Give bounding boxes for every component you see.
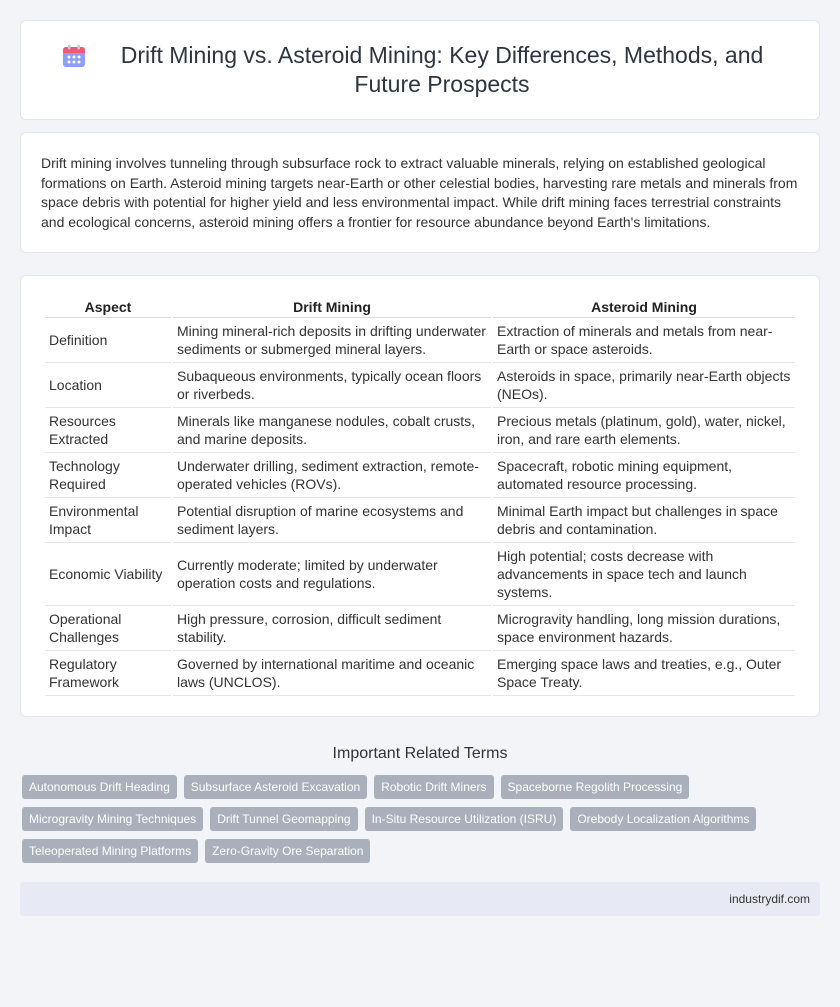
cell-asteroid-mining: Microgravity handling, long mission durations, space environment hazards. <box>493 606 795 651</box>
table-row <box>45 363 795 408</box>
related-terms-section <box>0 745 840 863</box>
comparison-table <box>43 296 797 696</box>
cell-drift-mining: Subaqueous environments, typically ocean floors or riverbeds. <box>173 363 491 408</box>
cell-aspect: Environmental Impact <box>45 498 171 543</box>
cell-asteroid-mining: Extraction of minerals and metals from near-Earth or space asteroids. <box>493 318 795 363</box>
cell-drift-mining: Currently moderate; limited by underwater operation costs and regulations. <box>173 543 491 606</box>
comparison-card <box>20 275 820 717</box>
table-row <box>45 408 795 453</box>
table-body <box>45 318 795 696</box>
table-header-row <box>45 296 795 318</box>
related-term-tag[interactable]: Spaceborne Regolith Processing <box>501 775 690 799</box>
related-terms-list <box>0 775 840 863</box>
related-term-tag[interactable]: Drift Tunnel Geomapping <box>210 807 357 831</box>
header-aspect: Aspect <box>45 296 171 318</box>
related-term-tag[interactable]: Autonomous Drift Heading <box>22 775 177 799</box>
cell-asteroid-mining: Emerging space laws and treaties, e.g., Outer Space Treaty. <box>493 651 795 696</box>
intro-card <box>20 132 820 253</box>
title-wrap <box>61 41 779 99</box>
cell-aspect: Regulatory Framework <box>45 651 171 696</box>
cell-asteroid-mining: Minimal Earth impact but challenges in space debris and contamination. <box>493 498 795 543</box>
footer <box>20 882 820 916</box>
calendar-icon <box>61 43 87 69</box>
cell-aspect: Definition <box>45 318 171 363</box>
cell-aspect: Location <box>45 363 171 408</box>
cell-aspect: Operational Challenges <box>45 606 171 651</box>
cell-drift-mining: Minerals like manganese nodules, cobalt crusts, and marine deposits. <box>173 408 491 453</box>
related-term-tag[interactable]: Teleoperated Mining Platforms <box>22 839 198 863</box>
cell-aspect: Economic Viability <box>45 543 171 606</box>
table-row <box>45 543 795 606</box>
cell-drift-mining: Underwater drilling, sediment extraction, remote-operated vehicles (ROVs). <box>173 453 491 498</box>
footer-site[interactable]: industrydif.com <box>729 892 810 906</box>
related-term-tag[interactable]: Robotic Drift Miners <box>374 775 493 799</box>
table-row <box>45 498 795 543</box>
related-term-tag[interactable]: Zero-Gravity Ore Separation <box>205 839 370 863</box>
cell-drift-mining: Governed by international maritime and oceanic laws (UNCLOS). <box>173 651 491 696</box>
table-row <box>45 606 795 651</box>
cell-aspect: Technology Required <box>45 453 171 498</box>
related-term-tag[interactable]: Orebody Localization Algorithms <box>570 807 756 831</box>
cell-drift-mining: Potential disruption of marine ecosystems and sediment layers. <box>173 498 491 543</box>
cell-drift-mining: High pressure, corrosion, difficult sediment stability. <box>173 606 491 651</box>
table-row <box>45 318 795 363</box>
related-term-tag[interactable]: In-Situ Resource Utilization (ISRU) <box>365 807 564 831</box>
related-term-tag[interactable]: Subsurface Asteroid Excavation <box>184 775 367 799</box>
header-drift-mining: Drift Mining <box>173 296 491 318</box>
cell-asteroid-mining: Asteroids in space, primarily near-Earth objects (NEOs). <box>493 363 795 408</box>
cell-asteroid-mining: Spacecraft, robotic mining equipment, automated resource processing. <box>493 453 795 498</box>
related-terms-title: Important Related Terms <box>332 745 508 762</box>
intro-text: Drift mining involves tunneling through subsurface rock to extract valuable minerals, relying on established geological formations on Earth. Asteroid mining targets near-Earth or other celestial bodies, harvesting rare metals and minerals from space debris with potential for higher yield and less environmental impact. While drift mining faces terrestrial constraints and ecological concerns, asteroid mining offers a frontier for resource abundance beyond Earth's limitations. <box>41 155 798 230</box>
cell-aspect: Resources Extracted <box>45 408 171 453</box>
cell-asteroid-mining: Precious metals (platinum, gold), water, nickel, iron, and rare earth elements. <box>493 408 795 453</box>
related-term-tag[interactable]: Microgravity Mining Techniques <box>22 807 203 831</box>
header-asteroid-mining: Asteroid Mining <box>493 296 795 318</box>
table-row <box>45 453 795 498</box>
cell-asteroid-mining: High potential; costs decrease with advancements in space tech and launch systems. <box>493 543 795 606</box>
table-row <box>45 651 795 696</box>
page-title: Drift Mining vs. Asteroid Mining: Key Differences, Methods, and Future Prospects <box>120 42 764 97</box>
cell-drift-mining: Mining mineral-rich deposits in drifting underwater sediments or submerged mineral layers. <box>173 318 491 363</box>
title-card <box>20 20 820 120</box>
